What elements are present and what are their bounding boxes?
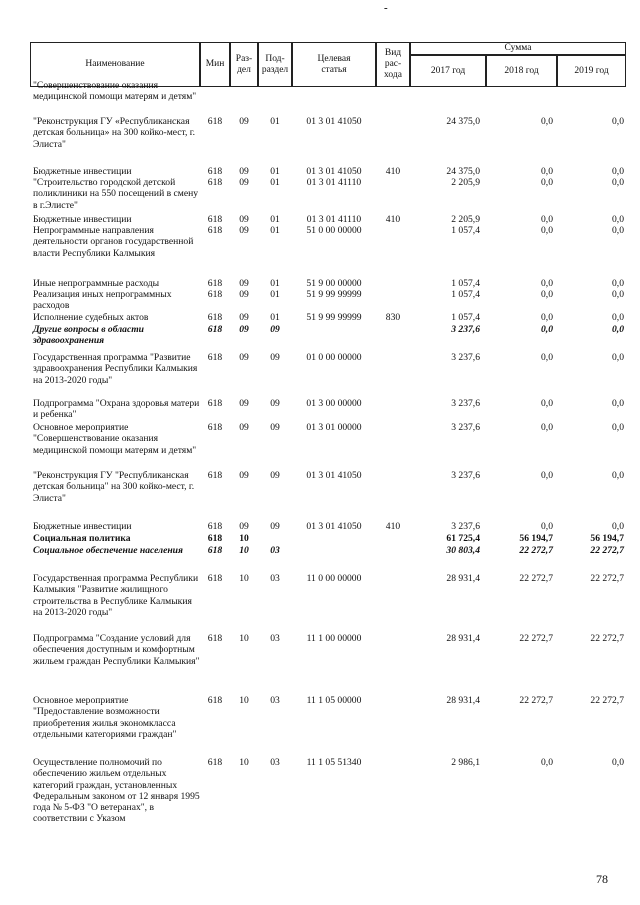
cell-raz: 10 bbox=[239, 533, 249, 544]
cell-cel: 11 1 00 00000 bbox=[306, 633, 362, 644]
cell-y1: 28 931,4 bbox=[446, 573, 480, 584]
cell-name: "Реконструкция ГУ "Республиканская детская больница" на 300 койко-мест, г. Элиста" bbox=[33, 470, 195, 504]
header-name: Наименование bbox=[30, 42, 200, 87]
cell-name: Бюджетные инвестиции bbox=[33, 214, 132, 225]
table-row bbox=[30, 695, 626, 740]
cell-y1: 1 057,4 bbox=[451, 225, 480, 236]
cell-min: 618 bbox=[207, 225, 223, 236]
cell-pod: 03 bbox=[270, 545, 280, 556]
cell-cel: 01 3 01 00000 bbox=[306, 422, 362, 433]
cell-pod: 03 bbox=[270, 633, 280, 644]
cell-y2: 0,0 bbox=[541, 166, 553, 177]
cell-pod: 01 bbox=[270, 225, 280, 236]
page-number: 78 bbox=[596, 872, 608, 886]
cell-min: 618 bbox=[207, 573, 223, 584]
cell-raz: 10 bbox=[239, 757, 249, 768]
header-2018: 2018 год bbox=[486, 55, 557, 87]
cell-y3: 0,0 bbox=[612, 312, 624, 323]
cell-raz: 09 bbox=[239, 324, 249, 335]
table-row bbox=[30, 398, 626, 421]
cell-y1: 3 237,6 bbox=[451, 470, 480, 481]
cell-y1: 1 057,4 bbox=[451, 312, 480, 323]
cell-y3: 0,0 bbox=[612, 278, 624, 289]
cell-y3: 0,0 bbox=[612, 177, 624, 188]
cell-name: "Реконструкция ГУ «Республиканская детская больница» на 300 койко-мест, г. Элиста" bbox=[33, 116, 196, 150]
cell-name: Государственная программа "Развитие здравоохранения Республики Калмыкия на 2013-2020 годы" bbox=[33, 352, 198, 386]
cell-raz: 09 bbox=[239, 422, 249, 433]
cell-cel: 11 1 05 51340 bbox=[306, 757, 362, 768]
cell-y1: 24 375,0 bbox=[446, 116, 480, 127]
table-row bbox=[30, 352, 626, 386]
cell-y1: 1 057,4 bbox=[451, 278, 480, 289]
cell-y3: 0,0 bbox=[612, 757, 624, 768]
cell-y2: 22 272,7 bbox=[519, 545, 553, 556]
cell-name: Социальная политика bbox=[33, 533, 131, 544]
cell-min: 618 bbox=[207, 533, 223, 544]
cell-y2: 0,0 bbox=[541, 225, 553, 236]
header-vid: Вид рас- хода bbox=[376, 42, 410, 87]
table-row bbox=[30, 757, 626, 825]
cell-y2: 0,0 bbox=[541, 352, 553, 363]
cell-raz: 09 bbox=[239, 278, 249, 289]
cell-y3: 0,0 bbox=[612, 214, 624, 225]
cell-raz: 09 bbox=[239, 116, 249, 127]
cell-y2: 0,0 bbox=[541, 521, 553, 532]
cell-min: 618 bbox=[207, 177, 223, 188]
cell-name: Подпрограмма "Создание условий для обеспечения доступным и комфортным жильем граждан Республики Калмыкия" bbox=[33, 633, 200, 667]
cell-vid: 830 bbox=[385, 312, 401, 323]
cell-y3: 0,0 bbox=[612, 470, 624, 481]
header-target: Целевая статья bbox=[292, 42, 376, 87]
cell-name: Бюджетные инвестиции bbox=[33, 521, 132, 532]
cell-name: Основное мероприятие "Предоставление возможности приобретения жилья экономкласса отдельными категориями граждан" bbox=[33, 695, 177, 740]
cell-pod: 01 bbox=[270, 312, 280, 323]
cell-min: 618 bbox=[207, 398, 223, 409]
cell-y3: 22 272,7 bbox=[590, 695, 624, 706]
cell-name: Непрограммные направления деятельности органов государственной власти Республики Калмыкия bbox=[33, 225, 194, 259]
cell-vid: 410 bbox=[385, 521, 401, 532]
header-2019: 2019 год bbox=[557, 55, 626, 87]
cell-y2: 0,0 bbox=[541, 422, 553, 433]
cell-y2: 0,0 bbox=[541, 278, 553, 289]
header-min: Мин bbox=[200, 42, 230, 87]
cell-name: "Совершенствование оказания медицинской помощи матерям и детям" bbox=[33, 80, 197, 103]
cell-y1: 3 237,6 bbox=[451, 422, 480, 433]
cell-y2: 0,0 bbox=[541, 177, 553, 188]
header-podrazdel: Под- раздел bbox=[258, 42, 292, 87]
table-row bbox=[30, 80, 626, 103]
cell-pod: 09 bbox=[270, 422, 280, 433]
cell-raz: 09 bbox=[239, 312, 249, 323]
cell-cel: 01 3 00 00000 bbox=[306, 398, 362, 409]
cell-y3: 0,0 bbox=[612, 225, 624, 236]
cell-y2: 0,0 bbox=[541, 398, 553, 409]
top-mark: - bbox=[384, 2, 388, 14]
cell-name: Социальное обеспечение населения bbox=[33, 545, 183, 556]
cell-y2: 0,0 bbox=[541, 470, 553, 481]
cell-name: Другие вопросы в области здравоохранения bbox=[33, 324, 145, 347]
cell-y1: 30 803,4 bbox=[446, 545, 480, 556]
cell-y3: 0,0 bbox=[612, 422, 624, 433]
cell-raz: 10 bbox=[239, 633, 249, 644]
table-row bbox=[30, 422, 626, 456]
cell-y1: 28 931,4 bbox=[446, 633, 480, 644]
cell-y1: 2 986,1 bbox=[451, 757, 480, 768]
cell-cel: 01 3 01 41050 bbox=[306, 116, 362, 127]
cell-cel: 01 3 01 41050 bbox=[306, 470, 362, 481]
table-row bbox=[30, 312, 626, 323]
cell-pod: 03 bbox=[270, 573, 280, 584]
cell-min: 618 bbox=[207, 633, 223, 644]
cell-y3: 0,0 bbox=[612, 324, 624, 335]
cell-min: 618 bbox=[207, 289, 223, 300]
table-row bbox=[30, 214, 626, 225]
cell-cel: 51 0 00 00000 bbox=[306, 225, 362, 236]
cell-min: 618 bbox=[207, 352, 223, 363]
cell-pod: 09 bbox=[270, 470, 280, 481]
table-row bbox=[30, 633, 626, 667]
cell-raz: 09 bbox=[239, 166, 249, 177]
cell-pod: 09 bbox=[270, 324, 280, 335]
cell-pod: 01 bbox=[270, 278, 280, 289]
cell-y1: 3 237,6 bbox=[451, 324, 480, 335]
cell-raz: 10 bbox=[239, 545, 249, 556]
table-row bbox=[30, 289, 626, 312]
cell-min: 618 bbox=[207, 470, 223, 481]
cell-pod: 01 bbox=[270, 116, 280, 127]
cell-min: 618 bbox=[207, 324, 223, 335]
cell-cel: 01 3 01 41050 bbox=[306, 521, 362, 532]
cell-pod: 01 bbox=[270, 214, 280, 225]
cell-y2: 22 272,7 bbox=[519, 573, 553, 584]
table-row bbox=[30, 533, 626, 544]
cell-y3: 0,0 bbox=[612, 166, 624, 177]
cell-y2: 0,0 bbox=[541, 214, 553, 225]
cell-raz: 09 bbox=[239, 352, 249, 363]
cell-raz: 09 bbox=[239, 214, 249, 225]
table-row bbox=[30, 470, 626, 504]
cell-y3: 0,0 bbox=[612, 521, 624, 532]
table-row bbox=[30, 116, 626, 150]
cell-y2: 0,0 bbox=[541, 116, 553, 127]
cell-min: 618 bbox=[207, 166, 223, 177]
cell-pod: 03 bbox=[270, 695, 280, 706]
cell-cel: 01 0 00 00000 bbox=[306, 352, 362, 363]
cell-y3: 22 272,7 bbox=[590, 573, 624, 584]
cell-y1: 24 375,0 bbox=[446, 166, 480, 177]
cell-raz: 09 bbox=[239, 521, 249, 532]
table-row bbox=[30, 166, 626, 177]
header-sum: Сумма bbox=[410, 42, 626, 55]
cell-cel: 51 9 99 99999 bbox=[306, 312, 362, 323]
cell-y2: 56 194,7 bbox=[519, 533, 553, 544]
cell-y1: 28 931,4 bbox=[446, 695, 480, 706]
cell-y1: 3 237,6 bbox=[451, 352, 480, 363]
cell-cel: 01 3 01 41110 bbox=[306, 214, 362, 225]
cell-min: 618 bbox=[207, 422, 223, 433]
cell-name: Бюджетные инвестиции bbox=[33, 166, 132, 177]
header-razdel: Раз- дел bbox=[230, 42, 258, 87]
cell-name: Осуществление полномочий по обеспечению жильем отдельных категорий граждан, установленных Федеральным законом от 12 января 1995 года № 5-ФЗ "О ветеранах", в соответствии с Указом bbox=[33, 757, 200, 825]
cell-y3: 0,0 bbox=[612, 398, 624, 409]
header-2017: 2017 год bbox=[410, 55, 486, 87]
table-row bbox=[30, 324, 626, 347]
cell-y3: 56 194,7 bbox=[590, 533, 624, 544]
cell-min: 618 bbox=[207, 757, 223, 768]
cell-name: Иные непрограммные расходы bbox=[33, 278, 160, 289]
cell-pod: 03 bbox=[270, 757, 280, 768]
cell-pod: 01 bbox=[270, 289, 280, 300]
cell-min: 618 bbox=[207, 695, 223, 706]
cell-cel: 51 9 00 00000 bbox=[306, 278, 362, 289]
cell-cel: 11 1 05 00000 bbox=[306, 695, 362, 706]
table-row bbox=[30, 545, 626, 556]
cell-min: 618 bbox=[207, 214, 223, 225]
cell-raz: 09 bbox=[239, 225, 249, 236]
cell-min: 618 bbox=[207, 278, 223, 289]
cell-y3: 0,0 bbox=[612, 289, 624, 300]
cell-y1: 2 205,9 bbox=[451, 214, 480, 225]
cell-raz: 09 bbox=[239, 398, 249, 409]
table-row bbox=[30, 521, 626, 532]
cell-cel: 11 0 00 00000 bbox=[306, 573, 362, 584]
cell-y2: 0,0 bbox=[541, 324, 553, 335]
cell-name: Государственная программа Республики Калмыкия "Развитие жилищного строительства в Республике Калмыкия на 2013-2020 годы" bbox=[33, 573, 199, 618]
cell-vid: 410 bbox=[385, 166, 401, 177]
cell-y3: 22 272,7 bbox=[590, 545, 624, 556]
cell-y2: 0,0 bbox=[541, 289, 553, 300]
cell-y1: 61 725,4 bbox=[446, 533, 480, 544]
cell-y1: 3 237,6 bbox=[451, 521, 480, 532]
cell-pod: 09 bbox=[270, 398, 280, 409]
cell-name: Реализация иных непрограммных расходов bbox=[33, 289, 172, 312]
cell-name: Исполнение судебных актов bbox=[33, 312, 149, 323]
cell-name: Подпрограмма "Охрана здоровья матери и ребенка" bbox=[33, 398, 200, 421]
cell-y2: 22 272,7 bbox=[519, 695, 553, 706]
cell-raz: 09 bbox=[239, 289, 249, 300]
cell-cel: 01 3 01 41110 bbox=[306, 177, 362, 188]
cell-name: "Строительство городской детской поликлиники на 550 посещений в смену в г.Элисте" bbox=[33, 177, 199, 211]
cell-y1: 1 057,4 bbox=[451, 289, 480, 300]
cell-min: 618 bbox=[207, 312, 223, 323]
cell-raz: 09 bbox=[239, 470, 249, 481]
cell-pod: 09 bbox=[270, 521, 280, 532]
table-row bbox=[30, 573, 626, 618]
cell-y3: 22 272,7 bbox=[590, 633, 624, 644]
cell-pod: 01 bbox=[270, 166, 280, 177]
table-row bbox=[30, 278, 626, 289]
cell-min: 618 bbox=[207, 116, 223, 127]
cell-vid: 410 bbox=[385, 214, 401, 225]
cell-pod: 01 bbox=[270, 177, 280, 188]
cell-y2: 0,0 bbox=[541, 312, 553, 323]
cell-raz: 10 bbox=[239, 695, 249, 706]
cell-y2: 22 272,7 bbox=[519, 633, 553, 644]
cell-y2: 0,0 bbox=[541, 757, 553, 768]
cell-pod: 09 bbox=[270, 352, 280, 363]
cell-cel: 01 3 01 41050 bbox=[306, 166, 362, 177]
table-row bbox=[30, 225, 626, 259]
cell-name: Основное мероприятие "Совершенствование оказания медицинской помощи матерям и детям" bbox=[33, 422, 197, 456]
cell-min: 618 bbox=[207, 545, 223, 556]
cell-raz: 09 bbox=[239, 177, 249, 188]
table-row bbox=[30, 177, 626, 211]
cell-min: 618 bbox=[207, 521, 223, 532]
cell-cel: 51 9 99 99999 bbox=[306, 289, 362, 300]
cell-raz: 10 bbox=[239, 573, 249, 584]
cell-y1: 3 237,6 bbox=[451, 398, 480, 409]
cell-y3: 0,0 bbox=[612, 352, 624, 363]
cell-y1: 2 205,9 bbox=[451, 177, 480, 188]
cell-y3: 0,0 bbox=[612, 116, 624, 127]
